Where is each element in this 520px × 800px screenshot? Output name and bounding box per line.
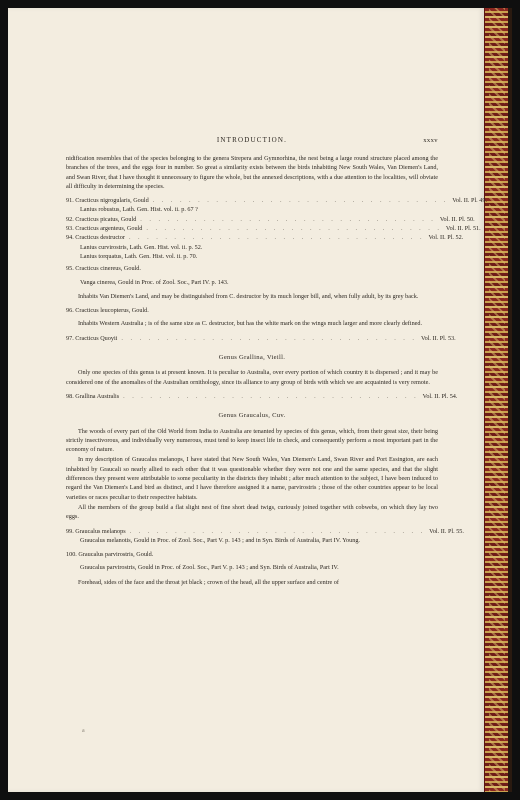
species-label: 92. Cracticus picatus, Gould [66,215,137,223]
species-label: 91. Cracticus nigrogularis, Gould [66,197,149,205]
species-entry [66,264,438,273]
genus-description: Only one species of this genus is at present known. It is peculiar to Australia, over every portion of which country it is dispersed ; and it may be considered one of the anomalies of the Australian ornithology, since its alliance to any group of birds with which we are acquainted is very remote. [66,369,438,386]
species-list-cracticus [66,196,487,264]
plate-reference: Vol. II. Pl. 51. [445,225,481,233]
species-label: 100. Graucalus parvirostris, Gould. [66,551,154,559]
synonym-line: Lanius robustus, Lath. Gen. Hist. vol. ii. p. 67 ? [80,206,198,214]
species-entry [66,334,456,343]
species-label: 96. Cracticus leucopterus, Gould. [66,307,149,315]
species-entry [66,196,487,205]
species-label: 97. Cracticus Quoyii [66,334,118,342]
running-header [66,136,438,148]
genus-heading: Genus Graucalus, Cuv. [218,412,286,420]
species-entry [66,233,464,242]
plate-reference: Vol. II. Pl. 55. [429,527,464,535]
plate-reference: Vol. II. Pl. 50. [439,215,475,223]
leader-dots: . . . . . . . . . . . . . . . . . . . . . . . . . . . . . . . . . [152,197,449,205]
book-spine-binding [484,8,509,792]
species-label: 98. Grallina Australis [66,392,120,400]
plate-reference: Vol. II. Pl. 53. [420,334,456,342]
plate-reference: Vol. II. Pl. 52. [428,234,464,242]
species-entry [66,306,438,315]
leader-dots: . . . . . . . . . . . . . . . . . . . . . . . . . . . . . . . . . [146,225,442,233]
intro-paragraph: nidification resembles that of the species belonging to the genera Strepera and Gymnorhina, the nest being a large round structure placed among the branches of the trees, and the eggs four in number. So great a similarity exists between the birds inhabiting New South Wales, Van Diemen's Land, and Swan River, that I have thought it unnecessary to figure the whole, but the annexed descriptions, with a due attention to the localities, will obviate all difficulty in determining the species. [66,155,438,190]
species-label: 94. Cracticus destructor [66,234,125,242]
synonym-line: Vanga cinerea, Gould in Proc. of Zool. Soc., Part IV. p. 143. [80,278,229,286]
leader-dots: . . . . . . . . . . . . . . . . . . . . . . . . . . . . . . . . . [129,527,426,535]
footer-mark: a [82,728,85,734]
species-entry [66,215,475,224]
species-entry [66,392,458,401]
leader-dots: . . . . . . . . . . . . . . . . . . . . . . . . . . . . . . . . . [121,334,417,342]
book-edge [508,8,512,792]
species-label: 95. Cracticus cinereus, Gould. [66,265,141,273]
species-entry [66,550,438,559]
species-description: Forehead, sides of the face and the throat jet black ; crown of the head, all the upper surface and centre of [78,578,339,586]
page-content [66,136,487,592]
species-entry [66,224,481,233]
plate-reference: Vol. II. Pl. 49. [452,197,487,205]
synonym-line: Graucalus parvirostris, Gould in Proc. of Zool. Soc., Part V. p. 143 ; and Syn. Birds of Australia, Part IV. [80,564,339,572]
species-entry [66,527,464,536]
leader-dots: . . . . . . . . . . . . . . . . . . . . . . . . . . . . . . . . . [140,215,436,223]
leader-dots: . . . . . . . . . . . . . . . . . . . . . . . . . . . . . . . . . [128,234,425,242]
synonym-line: Lanius curvirostris, Lath. Gen. Hist. vol. ii. p. 52. [80,243,203,251]
leader-dots: . . . . . . . . . . . . . . . . . . . . . . . . . . . . . . . . . [123,392,419,400]
species-description: Inhabits Western Australia ; is of the same size as C. destructor, but has the white mark on the wings much larger and more clearly defined. [78,320,423,328]
species-label: 99. Graucalus melanops [66,527,126,535]
species-description: Inhabits Van Diemen's Land, and may be distinguished from C. destructor by its much longer bill, and, when fully adult, by its grey back. [78,292,419,300]
species-label: 93. Cracticus argenteus, Gould [66,225,143,233]
page-number: xxxv [423,137,438,144]
genus-description: All the members of the group build a flat slight nest of fine short dead twigs, curiously joined together with cobwebs, on which they lay two eggs. [66,503,438,521]
plate-reference: Vol. II. Pl. 54. [422,392,458,400]
page-title: INTRODUCTION. [216,136,288,144]
synonym-line: Graucalus melanotis, Gould in Proc. of Zool. Soc., Part V. p. 143 ; and in Syn. Birds of Australia, Part IV. Young. [80,536,360,544]
genus-description: The woods of every part of the Old World from India to Australia are tenanted by species of this genus, which, from their great size, their being strictly insectivorous, and individually very numerous, must tend to keep insect life in check, and consequently perform a most important part in the economy of nature. [66,427,438,454]
synonym-line: Lanius torquatus, Lath. Gen. Hist. vol. ii. p. 70. [80,252,198,260]
genus-heading: Genus Grallina, Vieill. [218,354,286,362]
genus-description: In my description of Graucalus melanops, I have stated that New South Wales, Van Diemen's Land, Swan River and Port Essington, are each inhabited by Graucali so nearly allied to each other that it was questionable whether they were not one and the same species, and that the slight differences they present were attributable to some peculiarity in the districts they inhabit ; after much attention to the subject, I have been induced to regard the Van Diemen's Land bird as distinct, and I have therefore assigned it a name, parvirostris ; those of the other countries appear to be local varieties or races peculiar to their respective habitats. [66,456,438,501]
